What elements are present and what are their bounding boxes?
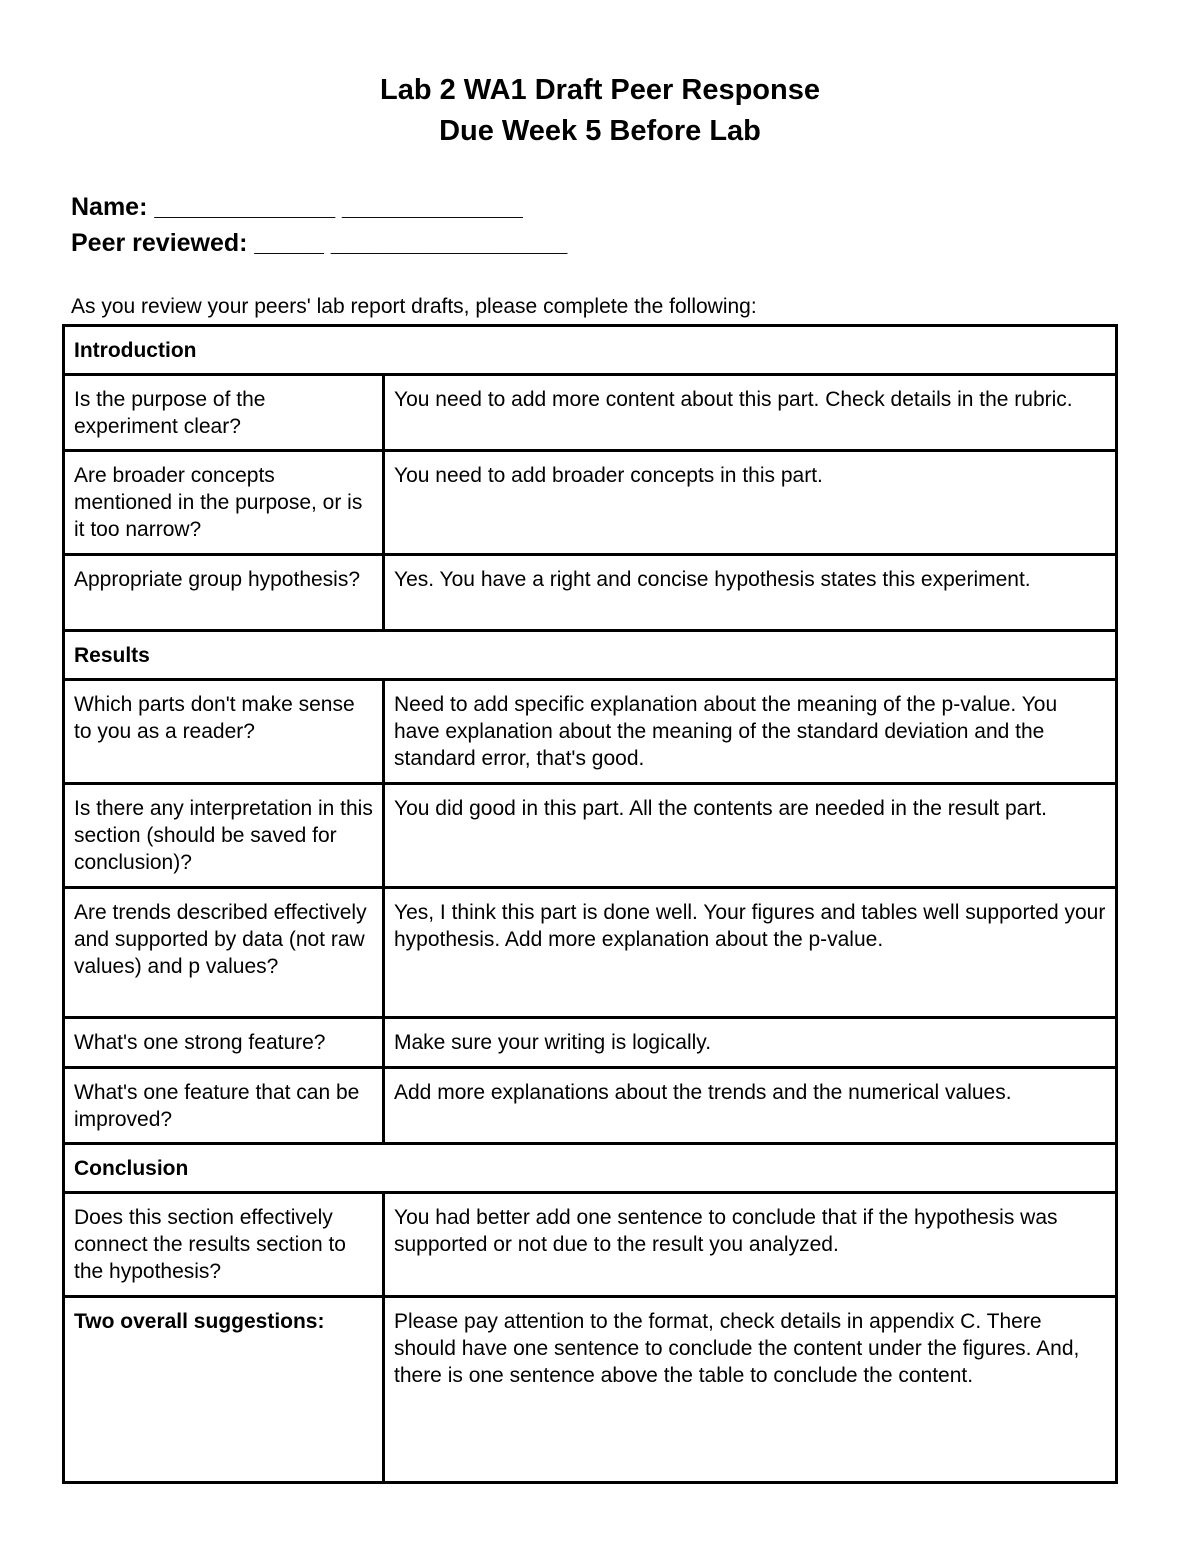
table-row — [64, 375, 1117, 451]
question-cell: Are broader concepts mentioned in the purpose, or is it too narrow? — [64, 451, 384, 555]
question-cell: Are trends described effectively and supported by data (not raw values) and p values? — [64, 888, 384, 1018]
overall-suggestions-answer: Please pay attention to the format, check details in appendix C. There should have one sentence to conclude the content under the figures. And, there is one sentence above the table to conclude the content. — [384, 1297, 1117, 1483]
table-row — [64, 784, 1117, 888]
answer-cell: Need to add specific explanation about the meaning of the p-value. You have explanation about the meaning of the standard deviation and the standard error, that's good. — [384, 680, 1117, 784]
table-row — [64, 555, 1117, 631]
answer-cell: Yes, I think this part is done well. Your figures and tables well supported your hypothesis. Add more explanation about the p-value. — [384, 888, 1117, 1018]
question-cell: Is the purpose of the experiment clear? — [64, 375, 384, 451]
question-cell: Appropriate group hypothesis? — [64, 555, 384, 631]
table-row — [64, 451, 1117, 555]
table-row — [64, 888, 1117, 1018]
answer-cell: Add more explanations about the trends and the numerical values. — [384, 1068, 1117, 1144]
name-field: Name: _____________ _____________ — [71, 193, 523, 221]
section-header-introduction — [64, 326, 1117, 375]
answer-cell: Make sure your writing is logically. — [384, 1018, 1117, 1068]
answer-cell: You had better add one sentence to conclude that if the hypothesis was supported or not due to the result you analyzed. — [384, 1193, 1117, 1297]
question-cell: What's one strong feature? — [64, 1018, 384, 1068]
answer-cell: Yes. You have a right and concise hypothesis states this experiment. — [384, 555, 1117, 631]
answer-cell: You did good in this part. All the contents are needed in the result part. — [384, 784, 1117, 888]
answer-cell: You need to add more content about this part. Check details in the rubric. — [384, 375, 1117, 451]
question-cell: Which parts don't make sense to you as a reader? — [64, 680, 384, 784]
section-header-results — [64, 631, 1117, 680]
question-cell: Is there any interpretation in this section (should be saved for conclusion)? — [64, 784, 384, 888]
section-title: Results — [64, 631, 1117, 680]
peer-reviewed-field: Peer reviewed: _____ _________________ — [71, 229, 568, 257]
document-subtitle: Due Week 5 Before Lab — [439, 115, 761, 147]
peer-review-table — [62, 324, 1118, 1484]
section-header-conclusion — [64, 1144, 1117, 1193]
section-title: Introduction — [64, 326, 1117, 375]
overall-suggestions-label: Two overall suggestions: — [64, 1297, 384, 1483]
document-title: Lab 2 WA1 Draft Peer Response — [380, 74, 820, 106]
overall-suggestions-row — [64, 1297, 1117, 1483]
question-cell: What's one feature that can be improved? — [64, 1068, 384, 1144]
table-row — [64, 1068, 1117, 1144]
answer-cell: You need to add broader concepts in this part. — [384, 451, 1117, 555]
section-title: Conclusion — [64, 1144, 1117, 1193]
table-row — [64, 680, 1117, 784]
table-row — [64, 1193, 1117, 1297]
question-cell: Does this section effectively connect the results section to the hypothesis? — [64, 1193, 384, 1297]
instructions-text: As you review your peers' lab report drafts, please complete the following: — [71, 295, 757, 318]
table-row — [64, 1018, 1117, 1068]
